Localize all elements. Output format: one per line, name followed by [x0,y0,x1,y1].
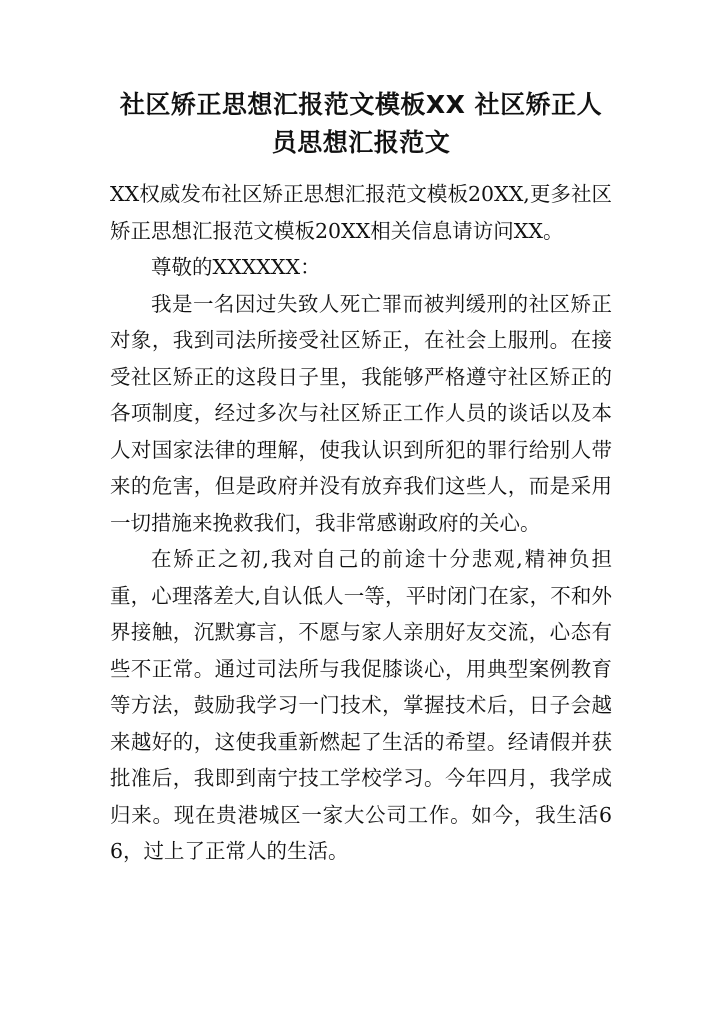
title-line-1: 社区矫正思想汇报范文模板XX 社区矫正人 [119,90,603,119]
body-paragraph-1: 我是一名因过失致人死亡罪而被判缓刑的社区矫正对象，我到司法所接受社区矫正，在社会上服刑。在接受社区矫正的这段日子里，我能够严格遵守社区矫正的各项制度，经过多次与社区矫正工作人员的谈话以及本人对国家法律的理解，使我认识到所犯的罪行给别人带来的危害，但是政府并没有放弃我们这些人，而是采用一切措施来挽救我们，我非常感谢政府的关心。 [110,291,612,535]
document-body [110,176,612,870]
body-paragraph-2: 在矫正之初,我对自己的前途十分悲观,精神负担重，心理落差大,自认低人一等，平时闭门在家，不和外界接触，沉默寡言，不愿与家人亲朋好友交流，心态有些不正常。通过司法所与我促膝谈心，用典型案例教育等方法，鼓励我学习一门技术，掌握技术后，日子会越来越好的，这使我重新燃起了生活的希望。经请假并获批准后，我即到南宁技工学校学习。今年四月，我学成归来。现在贵港城区一家大公司工作。如今，我生活66，过上了正常人的生活。 [110,547,612,863]
document-title [110,86,612,162]
salutation: 尊敬的XXXXXX： [151,255,321,279]
title-line-2: 员思想汇报范文 [271,128,451,157]
intro-paragraph: XX权威发布社区矫正思想汇报范文模板20XX,更多社区矫正思想汇报范文模板20XX相关信息请访问XX。 [110,182,612,243]
